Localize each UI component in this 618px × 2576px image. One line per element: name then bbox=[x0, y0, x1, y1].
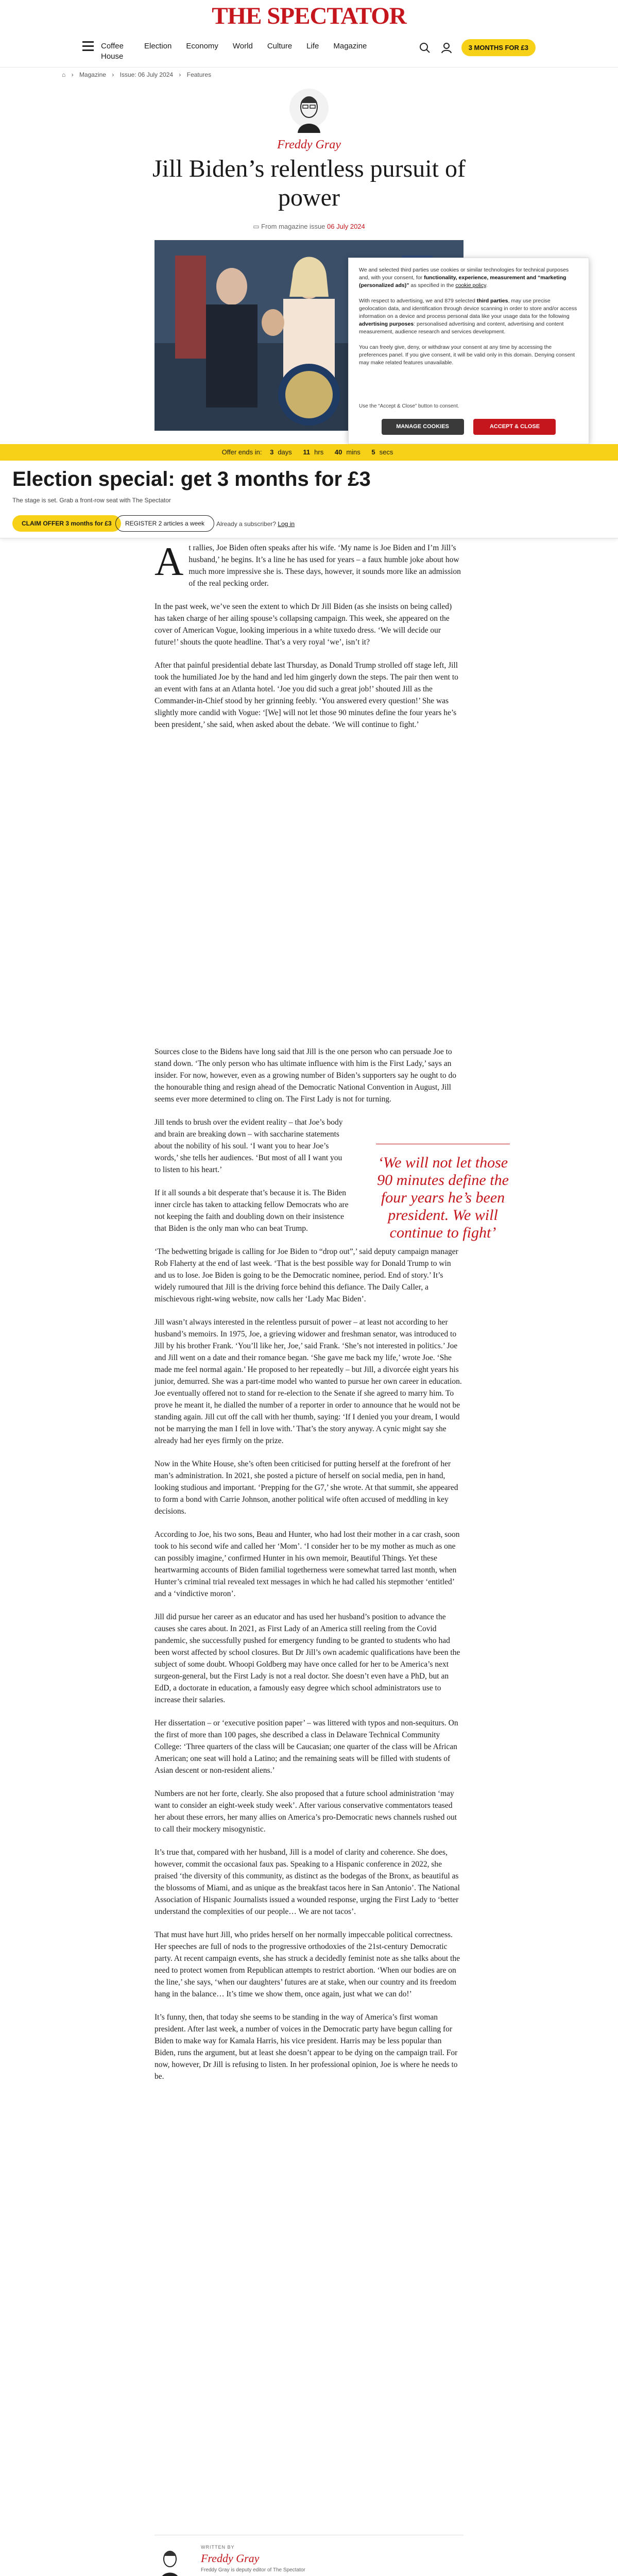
subscribe-button[interactable]: 3 MONTHS FOR £3 bbox=[461, 39, 536, 56]
nav-magazine[interactable]: Magazine bbox=[333, 42, 367, 50]
cookie-intro: We and selected third parties use cookies or similar technologies for technical purposes and, with your consent, for bbox=[359, 267, 569, 281]
cookie-third-parties[interactable]: third parties bbox=[476, 298, 508, 304]
masthead bbox=[0, 0, 618, 30]
written-by-label: WRITTEN BY bbox=[201, 2545, 235, 2550]
breadcrumb-issue[interactable]: Issue: 06 July 2024 bbox=[119, 71, 174, 78]
paragraph-6: If it all sounds a bit desperate that’s because it is. The Biden inner circle has taken to attacking fellow Democrats who are not keeping the faith and doubling down on their insistence that Biden is the only man who can beat Trump. bbox=[154, 1189, 349, 1233]
paragraph-12: Her dissertation – or ‘executive position paper’ – was littered with typos and non-sequiturs. On the first of more than 100 pages, she described a class in Delaware Technical Community College: ‘Three quarters of the class will be Caucasian; one quarter of the class will be African American; one seat will hold a Latino; and the remaining seats will be filled with students of Asian descent or non-resident aliens.’ bbox=[154, 1719, 458, 1775]
author-box bbox=[154, 2535, 464, 2573]
ad-slot bbox=[154, 809, 464, 1036]
timer-mins-label: mins bbox=[346, 448, 360, 456]
breadcrumb-magazine[interactable]: Magazine bbox=[79, 71, 106, 78]
nav-coffee-house[interactable]: Coffee House bbox=[101, 42, 124, 61]
paragraph-9: Now in the White House, she’s often been criticised for putting herself at the forefront of her man’s administration. In 2021, she posted a picture of herself on social media, pen in hand, looking studious and important. ‘Prepping for the G7,’ she wrote. At that summit, she appeared to form a bond with Carrie Johnson, another political wife often accused of meddling in key decisions. bbox=[154, 1460, 458, 1516]
offer-title: Election special: get 3 months for £3 bbox=[12, 468, 371, 490]
paragraph-10: According to Joe, his two sons, Beau and Hunter, who had lost their mother in a car crash, soon took to his second wife and called her ‘Mom’. ‘I consider her to be my mother as much as one can possibly imagine,’ confirmed Hunter in his own memoir, Beautiful Things. Yet these heartwarming accounts of Biden familial togetherness were somewhat tarred last month, when Hunter’s criminal trial revealed text messages in which he had called his stepmother ‘entitled’ and a ‘vindictive moron’. bbox=[154, 1530, 460, 1598]
timer-hours-label: hrs bbox=[314, 448, 324, 456]
main-nav bbox=[0, 30, 618, 67]
paragraph-14: It’s true that, compared with her husband, Jill is a model of clarity and coherence. She does, however, commit the occasional faux pas. Speaking to a Hispanic conference in 2022, she praised ‘the diversity of this community, as distinct as the bodegas of the Bronx, as beautiful as the blossoms of Miami, and as unique as the breakfast tacos here in San Antonio’. The National Association of Hispanic Journalists issued a wounded response, urging the First Lady to ‘better understand the complexities of our people… We are not tacos’. bbox=[154, 1848, 460, 1916]
timer-days: 3 bbox=[270, 448, 274, 456]
offer-timer bbox=[0, 444, 618, 461]
article-body-top bbox=[154, 539, 464, 742]
paragraph-7: ‘The bedwetting brigade is calling for Joe Biden to “drop out”,’ said deputy campaign manager Rob Flaherty at the end of last week. ‘That is the best possible way for Donald Trump to win and us to lose. Joe Biden is going to be the Democratic nominee, period. End of story.’ It’s widely rumoured that Jill is the driving force behind this defiance. The Daily Caller, a mischievous right-wing website, now calls her ‘Lady Mac Biden’. bbox=[154, 1247, 458, 1303]
cookie-policy-link[interactable]: cookie policy bbox=[455, 282, 486, 289]
account-icon[interactable] bbox=[439, 41, 454, 55]
already-subscriber bbox=[216, 520, 295, 528]
timer-hours: 11 bbox=[303, 448, 311, 456]
nav-election[interactable]: Election bbox=[144, 42, 172, 50]
issue-date[interactable]: 06 July 2024 bbox=[327, 223, 365, 230]
paragraph-15: That must have hurt Jill, who prides herself on her normally impeccable political correctness. Her speeches are full of nods to the progressive orthodoxies of the 21st-century Democratic party. At recent campaign events, she has struck a decidedly feminist note as she talks about the need to protect women from Republican attempts to restrict abortion. ‘When our bodies are on the line,’ she says, ‘when our daughters’ futures are at stake, when our country and its freedom hang in the balance… It’s time we show them, once again, just what we can do!’ bbox=[154, 1930, 460, 1998]
cookie-note: Use the “Accept & Close” button to consent. bbox=[359, 403, 459, 409]
cookie-intro-bold: functionality, experience, measurement and “marketing (personalized ads)” bbox=[359, 275, 566, 289]
paragraph-5: Jill tends to brush over the evident reality – that Joe’s body and brain are breaking down – with saccharine statements about the nobility of his soul. ‘I want you to hear Joe’s words,’ she tells her audiences. ‘But most of all I want you to listen to his heart.’ bbox=[154, 1118, 343, 1174]
cookie-p2-tail2: : personalised advertising and content, advertising and content measurement, audience research and services development. bbox=[359, 321, 564, 335]
breadcrumb-sep: › bbox=[112, 71, 114, 78]
already-text: Already a subscriber? bbox=[216, 520, 277, 528]
menu-icon[interactable] bbox=[82, 41, 94, 50]
pull-quote-text: ‘We will not let those 90 minutes define the four years he’s been president. We will continue to fight’ bbox=[377, 1154, 509, 1241]
nav-life[interactable]: Life bbox=[306, 42, 319, 50]
offer-panel bbox=[0, 461, 618, 538]
paragraph-3: After that painful presidential debate last Thursday, as Donald Trump strolled off stage left, Jill took the humiliated Joe by the hand and led him gingerly down the steps. The pair then went to an event with fans at an Atlanta hotel. ‘Joe you did such a great job!’ shouted Jill as the Commander-in-Chief stood by her grinning feebly. ‘You answered every question!’ She was slightly more candid with Vogue: ‘[We] will not let those 90 minutes define the four years he’s been president,’ she said, when asked about the debate. ‘We will continue to fight.’ bbox=[154, 661, 458, 729]
breadcrumb-features[interactable]: Features bbox=[186, 71, 212, 78]
paragraph-1 bbox=[154, 539, 464, 589]
site-logo[interactable]: THE SPECTATOR bbox=[212, 3, 406, 29]
paragraph-8: Jill wasn’t always interested in the relentless pursuit of power – at least not according to her husband’s memoirs. In 1975, Joe, a grieving widower and freshman senator, was introduced to Jill by his brother Frank. ‘You’ll like her, Joe,’ said Frank. ‘She’s not interested in politics.’ Joe and Jill went on a date and their romance began. ‘She gave me back my life,’ wrote Joe. ‘She made me feel normal again.’ He proposed to her repeatedly – but Jill, a divorcée eight years his junior, demurred. She was a part-time model who wanted to pursue her own career in education. Joe eventually offered not to stand for re-election to the Senate if she agreed to marry him. To prove he meant it, he dialled the number of a reporter in order to announce that he would not be standing again. Jill cut off the call with her thumb, saying: ‘If I denied you your dream, I would not be marrying the man I fell in love with.’ That’s the story anyway. A cynic might say she already had her eyes firmly on the prize. bbox=[154, 1318, 462, 1445]
cookie-p2: With respect to advertising, we and 879 selected bbox=[359, 298, 475, 304]
timer-secs-label: secs bbox=[379, 448, 393, 456]
dropcap: A bbox=[154, 539, 184, 584]
timer-secs: 5 bbox=[371, 448, 375, 456]
offer-subtitle: The stage is set. Grab a front-row seat with The Spectator bbox=[12, 497, 171, 504]
cookie-ad-purposes: advertising purposes bbox=[359, 321, 414, 327]
paragraph-4: Sources close to the Bidens have long said that Jill is the one person who can persuade Joe to stand down. ‘The only person who has ultimate influence with him is the First Lady,’ says an insider. For now, however, even as a growing number of Biden’s supporters say he ought to do the honourable thing and resign ahead of the Democratic National Convention in August, Jill seems ever more determined to cling on. The First Lady is not for turning. bbox=[154, 1047, 456, 1104]
cookie-intro-tail: as specified in the bbox=[410, 282, 454, 289]
nav-world[interactable]: World bbox=[232, 42, 253, 50]
paragraph-2: In the past week, we’ve seen the extent to which Dr Jill Biden (as she insists on being called) has taken charge of her ailing spouse’s collapsing campaign. This week, she appeared on the cover of American Vogue, looking imperious in a white tuxedo dress. ‘We will decide our future!’ shouts the quote headline. That’s a very royal ‘we’, isn’t it? bbox=[154, 602, 452, 647]
paragraph-16: It’s funny, then, that today she seems to be standing in the way of America’s first woman president. After last week, a number of voices in the Democratic party have begun calling for Biden to make way for Kamala Harris, his vice president. Harris may be less popular than Biden, runs the argument, but at least she doesn’t appear to be dying on the campaign trail. For now, however, Dr Jill is refusing to listen. In her professional opinion, Joe is where he needs to be. bbox=[154, 2013, 458, 2081]
timer-mins: 40 bbox=[334, 448, 342, 456]
manage-cookies-button[interactable]: MANAGE COOKIES bbox=[382, 419, 464, 435]
paragraph-1-text: t rallies, Joe Biden often speaks after his wife. ‘My name is Joe Biden and I’m Jill’s husband,’ he begins. It’s a line he has used for years – a faux humble joke about how much more impressive she is. These days, however, it sounds more like an admission of the real pecking order. bbox=[188, 544, 461, 588]
register-button[interactable]: REGISTER 2 articles a week bbox=[115, 515, 214, 532]
search-icon[interactable] bbox=[418, 41, 432, 55]
paragraph-13: Numbers are not her forte, clearly. She also proposed that a future school administration ‘may want to consider an eight-week study week’. After various conservative commentators teased her about these errors, her many allies on America’s pro-Democratic news channels rushed out to call their mockery misogynistic. bbox=[154, 1789, 457, 1834]
nav-economy[interactable]: Economy bbox=[186, 42, 218, 50]
cookie-p2-tail: , may use precise geolocation data, and identification through device scanning in order to store and/or access information on a device and process personal data like your usage data for the following bbox=[359, 298, 577, 319]
from-label: From magazine issue bbox=[261, 223, 325, 230]
author-name[interactable]: Freddy Gray bbox=[201, 2552, 260, 2565]
claim-offer-button[interactable]: CLAIM OFFER 3 months for £3 bbox=[12, 515, 121, 532]
paragraph-11: Jill did pursue her career as an educator and has used her husband’s position to advance the causes she cares about. In 2021, as First Lady of an America still reeling from the Covid pandemic, she successfully pushed for emergency funding to be granted to students who had been worst affected by school closures. But Dr Jill’s own academic qualifications have been the subject of some doubt. Whoopi Goldberg may have once called for her to be America’s next surgeon-general, but the First Lady is not a real doctor. She doesn’t even have a PhD, but an EdD, a doctorate in education, a famously easy degree which school administrators use to increase their salaries. bbox=[154, 1613, 460, 1704]
pull-quote bbox=[376, 1154, 510, 1242]
cookie-p3: You can freely give, deny, or withdraw your consent at any time by accessing the preferences panel. If you give consent, it will be valid only in this domain. Denying consent may make related features unavailable. bbox=[359, 344, 575, 366]
accept-close-button[interactable]: ACCEPT & CLOSE bbox=[473, 419, 556, 435]
breadcrumb-sep: › bbox=[71, 71, 74, 78]
cookie-text: We and selected third parties use cookies or similar technologies for technical purposes and, with your consent, for functionality, experience, measurement and “marketing (personalized ads)” as specified in the cookie policy. With respect to advertising, we and 879 selected third parties, may use precise geolocation data, and identification through device scanning in order to store and/or access information on a device and process personal data like your usage data for the following advertising purposes: personalised advertising and content, advertising and content measurement, audience research and services development. You can freely give, deny, or withdraw your consent at any time by accessing the preferences panel. If you give consent, it will be valid only in this domain. Denying consent may make related features unavailable. bbox=[359, 267, 577, 366]
timer-label: Offer ends in: bbox=[221, 448, 262, 456]
home-icon[interactable]: ⌂ bbox=[62, 71, 66, 78]
article-author[interactable]: Freddy Gray bbox=[277, 138, 341, 151]
author-avatar bbox=[288, 88, 330, 134]
author-role: Freddy Gray is deputy editor of The Spectator bbox=[201, 2567, 305, 2573]
breadcrumb-sep: › bbox=[179, 71, 181, 78]
article-meta bbox=[0, 223, 618, 231]
timer-days-label: days bbox=[278, 448, 292, 456]
login-link[interactable]: Log in bbox=[278, 520, 295, 528]
article-headline: Jill Biden’s relentless pursuit of power bbox=[152, 155, 466, 211]
breadcrumb bbox=[62, 71, 215, 78]
nav-culture[interactable]: Culture bbox=[267, 42, 293, 50]
author-avatar-small bbox=[154, 2545, 185, 2576]
magazine-icon: ▭ bbox=[253, 223, 260, 230]
cookie-dialog bbox=[348, 258, 589, 444]
